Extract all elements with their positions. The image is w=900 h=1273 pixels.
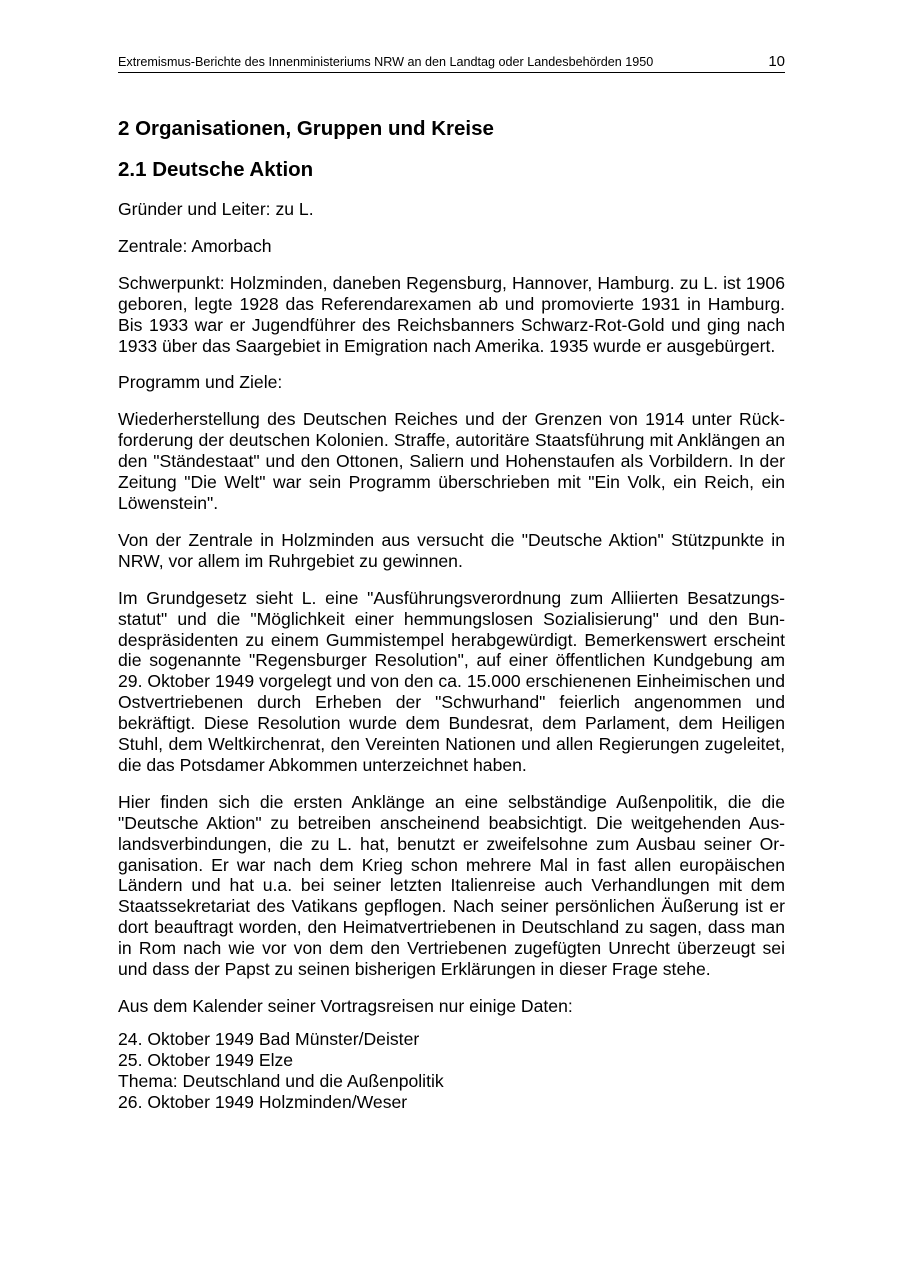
list-item: 26. Oktober 1949 Holzminden/Weser	[118, 1091, 408, 1112]
paragraph-headquarters: Zentrale: Amorbach	[118, 235, 272, 256]
paragraph-program-label: Programm und Ziele:	[118, 372, 283, 393]
section-heading: 2 Organisationen, Gruppen und Kreise	[118, 117, 494, 140]
subsection-heading: 2.1 Deutsche Aktion	[118, 158, 314, 181]
document-body	[118, 112, 785, 1113]
paragraph-foreign-policy: Hier finden sich die ersten Anklänge an eine selbständige Außenpolitik, die die "Deutsche Aktion" zu betreiben anscheinend beabsichtigt. Die weitgehenden Auslandsverbindungen, die zu L. hat, benutzt er zweifelsohne zum Ausbau seiner Organisation. Er war nach dem Krieg schon mehrere Mal in fast allen europäischen Ländern und hat u.a. bei seiner letzten Italienreise auch Verhandlungen mit dem Staatssekretariat des Vatikans gepflogen. Nach seiner persönlichen Äußerung ist er dort beauftragt worden, den Heimatvertriebenen in Deutschland zu sagen, dass man in Rom nach wie vor von dem den Vertriebenen zugefügten Unrecht überzeugt sei und dass der Papst zu seinen bisherigen Erklärungen in dieser Frage stehe.	[118, 791, 785, 980]
paragraph-focus: Schwerpunkt: Holzminden, daneben Regensburg, Hannover, Hamburg. zu L. ist 1906 geboren, legte 1928 das Referendarexamen ab und promovierte 1931 in Hamburg. Bis 1933 war er Jugendführer des Reichsbanners Schwarz-Rot-Gold und ging nach 1933 über das Saargebiet in Emigration nach Amerika. 1935 wurde er ausgebürgert.	[118, 272, 785, 356]
paragraph-founder: Gründer und Leiter: zu L.	[118, 199, 314, 219]
paragraph-calendar-intro: Aus dem Kalender seiner Vortragsreisen nur einige Daten:	[118, 996, 573, 1016]
page-number: 10	[768, 53, 785, 70]
paragraph-program: Wiederherstellung des Deutschen Reiches und der Grenzen von 1914 unter Rückforderung der deutschen Kolonien. Straffe, autoritäre Staatsführung mit Anklängen an den "Ständestaat" und den Ottonen, Saliern und Hohenstaufen als Vorbildern. In der Zeitung "Die Welt" war sein Programm überschrieben mit "Ein Volk, ein Reich, ein Löwenstein".	[118, 409, 785, 513]
running-title: Extremismus-Berichte des Innenministeriums NRW an den Landtag oder Landesbehörden 1950	[118, 55, 654, 69]
list-item: Thema: Deutschland und die Außenpolitik	[118, 1070, 444, 1091]
page-header	[118, 54, 785, 73]
list-item: 25. Oktober 1949 Elze	[118, 1049, 294, 1070]
lecture-dates-list	[118, 1029, 785, 1113]
paragraph-expansion: Von der Zentrale in Holzminden aus versucht die "Deutsche Aktion" Stützpunkte in NRW, vor allem im Ruhrgebiet zu gewinnen.	[118, 529, 785, 571]
list-item: 24. Oktober 1949 Bad Münster/Deister	[118, 1028, 420, 1049]
paragraph-grundgesetz: Im Grundgesetz sieht L. eine "Ausführungsverordnung zum Alliierten Besatzungsstatut" und die "Möglichkeit einer hemmungslosen Sozialisierung" und den Bundespräsidenten zu einem Gummistempel herabgewürdigt. Bemerkenswert erscheint die sogenannte "Regensburger Resolution", auf einer öffentlichen Kundgebung am 29. Oktober 1949 vorgelegt und von den ca. 15.000 erschienenen Einheimischen und Ostvertriebenen durch Erheben der "Schwurhand" feierlich angenommen und bekräftigt. Diese Resolution wurde dem Bundesrat, dem Parlament, dem Heiligen Stuhl, dem Weltkirchenrat, den Vereinten Nationen und allen Regierungen zugeleitet, die das Potsdamer Abkommen unterzeichnet haben.	[118, 587, 785, 775]
